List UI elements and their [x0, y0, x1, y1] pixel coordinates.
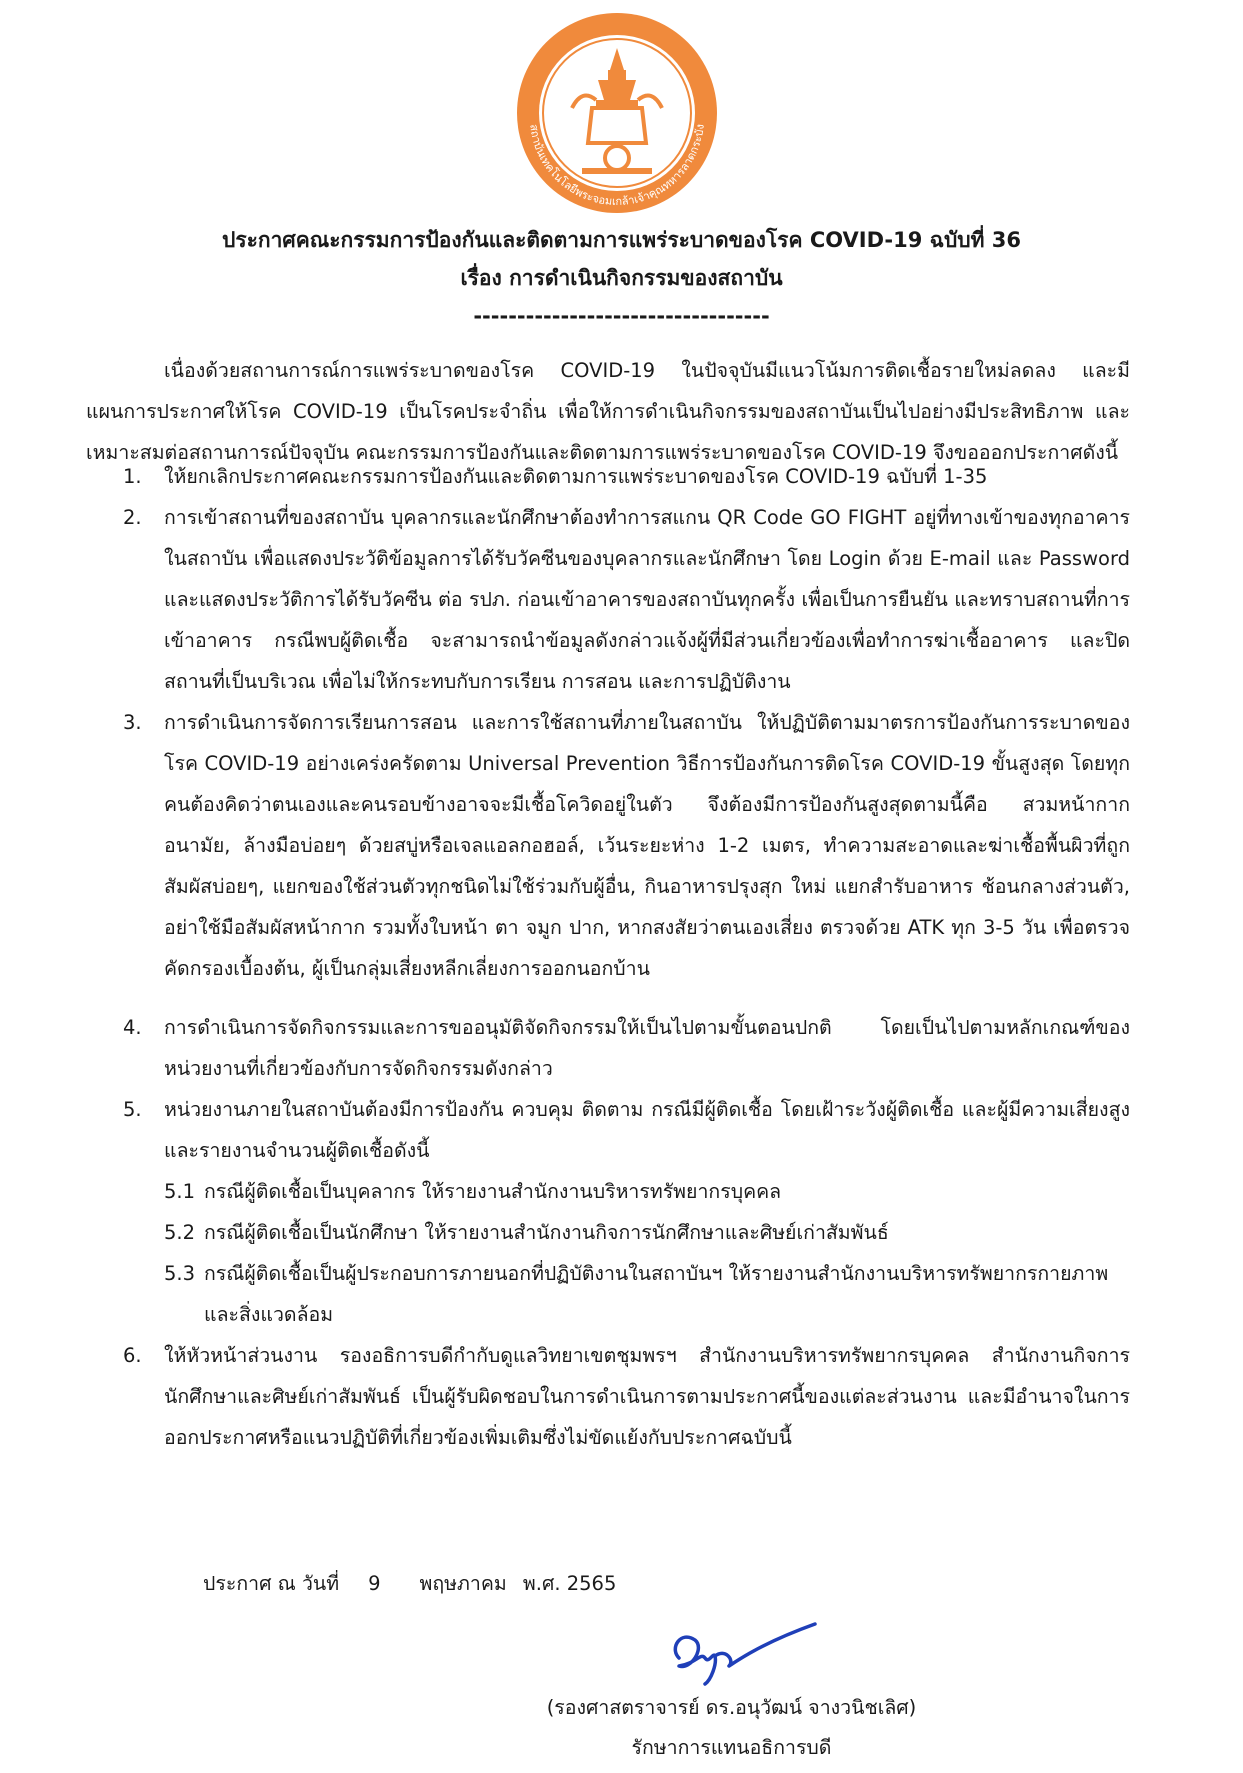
item-text: หน่วยงานภายในสถาบันต้องมีการป้องกัน ควบคุม ติดตาม กรณีมีผู้ติดเชื้อ โดยเฝ้าระวังผู้ติดเชื้อ และผู้มีความเสี่ยงสูง และรายงานจำนวนผู้ติดเชื้อดังนี้ — [164, 1098, 1130, 1162]
sub-item-text: กรณีผู้ติดเชื้อเป็นผู้ประกอบการภายนอกที่ปฏิบัติงานในสถาบันฯ ให้รายงานสำนักงานบริหารทรัพยากรกายภาพและสิ่งแวดล้อม — [204, 1262, 1109, 1326]
item-number: 6. — [123, 1344, 142, 1367]
item-number: 4. — [123, 1016, 142, 1039]
date-month: พฤษภาคม — [419, 1572, 507, 1595]
signer-name: (รองศาสตราจารย์ ดร.อนุวัฒน์ จางวนิชเลิศ) — [546, 1696, 917, 1719]
sub-item — [86, 1171, 1130, 1212]
announcement-items — [86, 456, 1130, 1458]
item-number: 2. — [123, 506, 142, 529]
announcement-subject: เรื่อง การดำเนินกิจกรรมของสถาบัน — [460, 266, 783, 290]
list-item — [86, 497, 1130, 702]
list-item — [86, 1007, 1130, 1089]
list-item — [86, 456, 1130, 497]
intro-paragraph: เนื่องด้วยสถานการณ์การแพร่ระบาดของโรค COVID-19 ในปัจจุบันมีแนวโน้มการติดเชื้อรายใหม่ลดลง และมีแผนการประกาศให้โรค COVID-19 เป็นโรคประจำถิ่น เพื่อให้การดำเนินกิจกรรมของสถาบันเป็นไปอย่างมีประสิทธิภาพ และเหมาะสมต่อสถานการณ์ปัจจุบัน คณะกรรมการป้องกันและติดตามการแพร่ระบาดของโรค COVID-19 จึงขอออกประกาศดังนี้ — [86, 359, 1130, 464]
sub-item-number: 5.1 — [164, 1180, 196, 1203]
item-text: ให้ยกเลิกประกาศคณะกรรมการป้องกันและติดตามการแพร่ระบาดของโรค COVID-19 ฉบับที่ 1-35 — [164, 465, 988, 488]
date-year: พ.ศ. 2565 — [522, 1572, 617, 1595]
announcement-date — [203, 1563, 616, 1604]
sub-item-text: กรณีผู้ติดเชื้อเป็นนักศึกษา ให้รายงานสำนักงานกิจการนักศึกษาและศิษย์เก่าสัมพันธ์ — [204, 1221, 889, 1244]
sub-item-text: กรณีผู้ติดเชื้อเป็นบุคลากร ให้รายงานสำนักงานบริหารทรัพยากรบุคคล — [204, 1180, 782, 1203]
item-text: การดำเนินการจัดกิจกรรมและการขออนุมัติจัดกิจกรรมให้เป็นไปตามขั้นตอนปกติ โดยเป็นไปตามหลักเกณฑ์ของหน่วยงานที่เกี่ยวข้องกับการจัดกิจกรรมดังกล่าว — [164, 1016, 1130, 1080]
item-number: 3. — [123, 711, 142, 734]
item-number: 5. — [123, 1098, 142, 1121]
sub-item-number: 5.3 — [164, 1262, 196, 1285]
item-text: การเข้าสถานที่ของสถาบัน บุคลากรและนักศึกษาต้องทำการสแกน QR Code GO FIGHT อยู่ที่ทางเข้าของทุกอาคารในสถาบัน เพื่อแสดงประวัติข้อมูลการได้รับวัคซีนของบุคลากรและนักศึกษา โดย Login ด้วย E-mail และ Password และแสดงประวัติการได้รับวัคซีน ต่อ รปภ. ก่อนเข้าอาคารของสถาบันทุกครั้ง เพื่อเป็นการยืนยัน และทราบสถานที่การเข้าอาคาร กรณีพบผู้ติดเชื้อ จะสามารถนำข้อมูลดังกล่าวแจ้งผู้ที่มีส่วนเกี่ยวข้องเพื่อทำการฆ่าเชื้ออาคาร และปิดสถานที่เป็นบริเวณ เพื่อไม่ให้กระทบกับการเรียน การสอน และการปฏิบัติงาน — [164, 506, 1130, 693]
institute-seal-logo — [512, 8, 722, 218]
sub-item — [86, 1212, 1130, 1253]
announcement-title: ประกาศคณะกรรมการป้องกันและติดตามการแพร่ระบาดของโรค COVID-19 ฉบับที่ 36 — [221, 228, 1021, 252]
signer-position: รักษาการแทนอธิการบดี — [631, 1736, 832, 1759]
list-item — [86, 702, 1130, 989]
item-text: ให้หัวหน้าส่วนงาน รองอธิการบดีกำกับดูแลวิทยาเขตชุมพรฯ สำนักงานบริหารทรัพยากรบุคคล สำนักงานกิจการนักศึกษาและศิษย์เก่าสัมพันธ์ เป็นผู้รับผิดชอบในการดำเนินการตามประกาศนี้ของแต่ละส่วนงาน และมีอำนาจในการออกประกาศหรือแนวปฏิบัติที่เกี่ยวข้องเพิ่มเติมซึ่งไม่ขัดแย้งกับประกาศฉบับนี้ — [164, 1344, 1130, 1449]
list-item — [86, 1335, 1130, 1458]
list-item — [86, 1089, 1130, 1171]
seal-text: สถาบันเทคโนโลยีพระจอมเกล้าเจ้าคุณทหารลาดกระบัง — [527, 123, 707, 209]
date-prefix: ประกาศ ณ วันที่ — [203, 1572, 340, 1595]
sub-item — [86, 1253, 1130, 1335]
sub-item-number: 5.2 — [164, 1221, 196, 1244]
handwritten-signature — [665, 1618, 825, 1688]
date-day: 9 — [368, 1572, 381, 1595]
title-divider: ---------------------------------- — [473, 304, 770, 328]
item-number: 1. — [123, 465, 142, 488]
item-text: การดำเนินการจัดการเรียนการสอน และการใช้สถานที่ภายในสถาบัน ให้ปฏิบัติตามมาตรการป้องกันการระบาดของโรค COVID-19 อย่างเคร่งครัดตาม Universal Prevention วิธีการป้องกันการติดโรค COVID-19 ขั้นสูงสุด โดยทุกคนต้องคิดว่าตนเองและคนรอบข้างอาจจะมีเชื้อโควิดอยู่ในตัว จึงต้องมีการป้องกันสูงสุดตามนี้คือ สวมหน้ากากอนามัย, ล้างมือบ่อยๆ ด้วยสบู่หรือเจลแอลกอฮอล์, เว้นระยะห่าง 1-2 เมตร, ทำความสะอาดและฆ่าเชื้อพื้นผิวที่ถูกสัมผัสบ่อยๆ, แยกของใช้ส่วนตัวทุกชนิดไม่ใช้ร่วมกับผู้อื่น, กินอาหารปรุงสุก ใหม่ แยกสำรับอาหาร ช้อนกลางส่วนตัว, อย่าใช้มือสัมผัสหน้ากาก รวมทั้งใบหน้า ตา จมูก ปาก, หากสงสัยว่าตนเองเสี่ยง ตรวจด้วย ATK ทุก 3-5 วัน เพื่อตรวจคัดกรองเบื้องต้น, ผู้เป็นกลุ่มเสี่ยงหลีกเลี่ยงการออกนอกบ้าน — [164, 711, 1130, 980]
